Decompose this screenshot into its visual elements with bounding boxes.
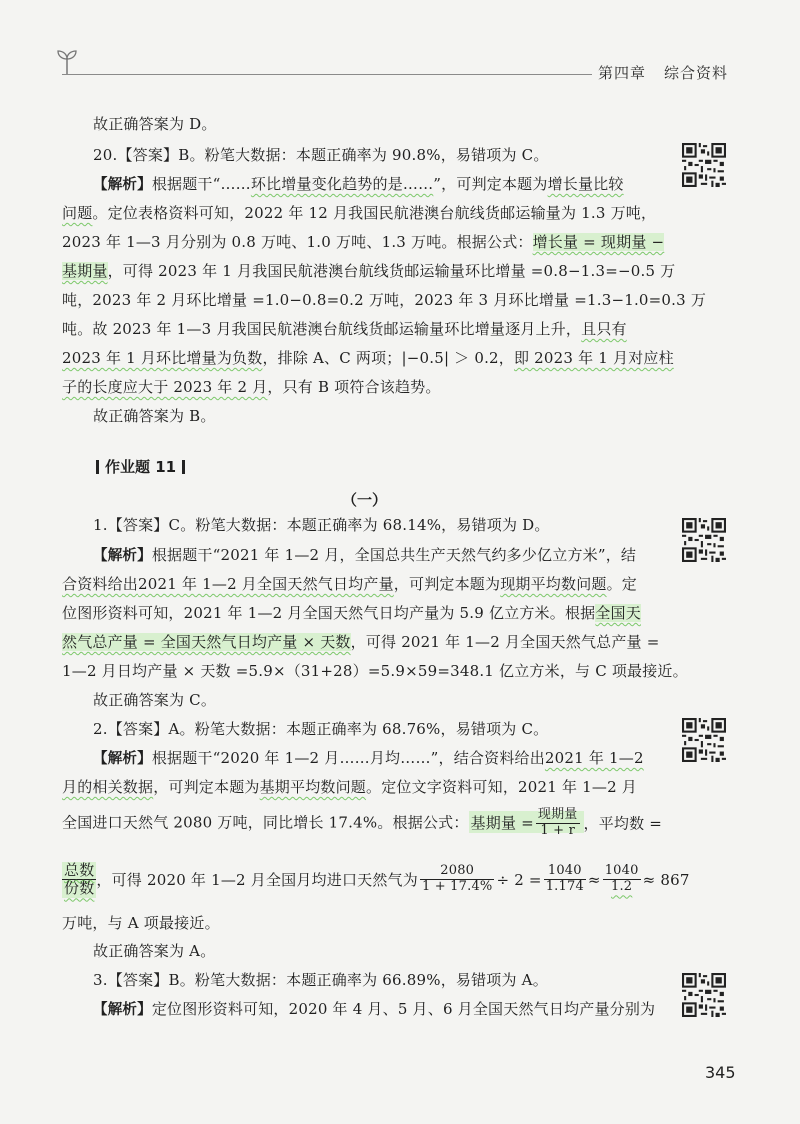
q1-answer: 1.【答案】C。粉笔大数据：本题正确率为 68.14%，易错项为 D。 [93,516,550,534]
text: ÷ 2 = [496,870,542,889]
formula-highlight: 增长量 = 现期量 − [532,233,665,251]
fraction-numerator: 1040 [544,864,586,880]
fraction-numerator: 现期量 [537,807,578,822]
text: ，可得 2020 年 1—2 月全国月均进口天然气为 [96,870,418,889]
fraction-denominator: 份数 [64,879,95,898]
formula-text: 基期量 = [470,814,534,833]
fraction [536,808,580,839]
fraction-highlight [62,862,96,898]
formula-highlight: 然气总产量 = 全国天然气日均产量 × 天数 [62,633,351,651]
text: 2023 年 1—3 月分别为 0.8 万吨、1.0 万吨、1.3 万吨。根据公式： [62,233,533,251]
text: 吨。故 2023 年 1—3 月我国民航港澳台航线货邮运输量环比增量逐月上升， [62,320,582,338]
qr-code-icon[interactable] [682,718,726,762]
q20-analysis-line-3 [62,233,665,251]
qr-code-icon[interactable] [682,143,726,187]
underlined-text: 且只有 [581,320,627,338]
text: ，可得 2023 年 1 月我国民航港澳台航线货邮运输量环比增量 =0.8−1.3=−0.5 万 [107,262,676,280]
underlined-text: 月的相关数据 [62,778,154,796]
underlined-text: 基期平均数问题 [259,778,367,796]
answer-line: 故正确答案为 D。 [93,115,217,133]
q20-analysis-line-1 [93,177,693,193]
text: ，可判定本题为 [153,778,260,796]
fraction-denominator: 1 + r [540,822,576,838]
text: 。定 [606,575,638,593]
q2-analysis-line-1 [93,751,693,767]
sprout-logo-icon [52,46,82,76]
formula-highlight [469,807,584,838]
text: ≈ [587,870,601,889]
text: 全国进口天然气 2080 万吨，同比增长 17.4%。根据公式： [62,813,469,832]
q20-analysis-line-2 [62,206,662,221]
section-label: 综合资料 [663,64,728,82]
page-number: 345 [705,1063,736,1082]
text: ，只有 B 项符合该趋势。 [267,378,441,396]
analysis-tag: 【解析】 [93,1002,152,1018]
underlined-text: 2023 年 1 月环比增量为负数 [62,349,263,367]
fraction-numerator: 1040 [604,863,639,879]
text: ”，可判定本题为 [433,175,548,193]
q1-final-answer: 故正确答案为 C。 [93,691,217,709]
text: 定位图形资料可知，2020 年 4 月、5 月、6 月全国天然气日均产量分别为 [151,1000,656,1018]
text: 。定位文字资料可知，2021 年 1—2 月 [366,778,637,796]
q2-analysis-line-2 [62,780,662,795]
underlined-text: 子的长度应大于 2023 年 2 月 [62,378,268,396]
q1-analysis-line-2 [62,577,662,592]
underlined-text: 增长量比较 [547,175,624,193]
fraction [603,864,641,895]
qr-code-icon[interactable] [682,973,726,1017]
analysis-tag: 【解析】 [93,751,152,767]
text: ，可得 2021 年 1—2 月全国天然气总产量 = [350,633,660,651]
q20-analysis-line-8 [62,380,662,395]
text: ，平均数 = [583,814,663,833]
text: ，排除 A、C 两项；|−0.5| ＞ 0.2， [262,349,515,367]
text: ，可判定本题为 [393,575,501,593]
fraction-numerator: 总数 [64,861,95,879]
text: 位图形资料可知，2021 年 1—2 月全国天然气日均产量为 5.9 亿立方米。根据 [62,604,596,622]
q1-analysis-line-4 [62,635,662,650]
q2-answer: 2.【答案】A。粉笔大数据：本题正确率为 68.76%，易错项为 C。 [93,720,549,738]
underlined-text: 环比增量变化趋势的是…… [250,175,434,193]
underlined-text: 问题 [62,204,93,222]
section-bar [96,460,99,474]
q20-analysis-line-6 [62,322,662,337]
running-header [598,62,728,83]
q1-analysis-line-3 [62,606,662,621]
formula-highlight: 基期量 [62,262,108,280]
header-rule [62,74,592,75]
q20-analysis-line-7 [62,349,674,367]
fraction-denominator: 1.174 [545,879,584,895]
chapter-label: 第四章 [597,64,646,82]
q3-answer: 3.【答案】B。粉笔大数据：本题正确率为 66.89%，易错项为 A。 [93,971,548,989]
text: 根据题干“2020 年 1—2 月……月均……”，结合资料给出 [151,749,545,767]
underlined-text: 2021 年 1—2 [544,749,644,767]
underlined-text: 2021 年 1—2 月全国天然气日均产量 [138,575,394,593]
qr-code-icon[interactable] [682,518,726,562]
text: 根据题干“…… [151,175,251,193]
q3-analysis-line-1 [93,1002,693,1018]
q20-answer: 20.【答案】B。粉笔大数据：本题正确率为 90.8%，易错项为 C。 [93,146,549,164]
text: ≈ 867 [642,870,690,889]
q1-analysis-line-5: 1—2 月日均产量 × 天数 =5.9×（31+28）=5.9×59=348.1 亿立方米，与 C 项最接近。 [62,662,688,680]
formula-highlight: 全国天 [595,604,641,622]
underlined-text: 现期平均数问题 [500,575,607,593]
analysis-tag: 【解析】 [93,548,152,564]
q2-final-answer: 故正确答案为 A。 [93,942,216,960]
section-title [90,456,191,477]
q2-analysis-line-4 [62,861,690,898]
q20-final-answer: 故正确答案为 B。 [93,407,216,425]
fraction-denominator: 1 + 17.4% [421,879,493,895]
underlined-text: 即 2023 年 1 月对应柱 [514,349,674,367]
underlined-text: 合资料给出 [62,575,139,593]
q2-analysis-line-5: 万吨，与 A 项最接近。 [62,914,220,932]
text: 根据题干“2021 年 1—2 月，全国总共生产天然气约多少亿立方米”，结 [151,546,637,564]
q2-analysis-line-3 [62,808,662,839]
section-title-text: 作业题 11 [105,458,177,476]
analysis-tag: 【解析】 [93,177,152,193]
subsection-title: （一） [342,491,388,509]
fraction-denominator: 1.2 [611,879,633,895]
fraction-numerator: 2080 [420,864,495,880]
q20-analysis-line-5: 吨，2023 年 2 月环比增量 =1.0−0.8=0.2 万吨，2023 年 3 月环比增量 =1.3−1.0=0.3 万 [62,291,707,309]
fraction [544,864,586,895]
section-bar [182,460,185,474]
q1-analysis-line-1 [93,548,693,564]
fraction [420,864,495,895]
q20-analysis-line-4 [62,262,676,280]
text: 。定位表格资料可知，2022 年 12 月我国民航港澳台航线货邮运输量为 1.3 万吨， [92,204,657,222]
